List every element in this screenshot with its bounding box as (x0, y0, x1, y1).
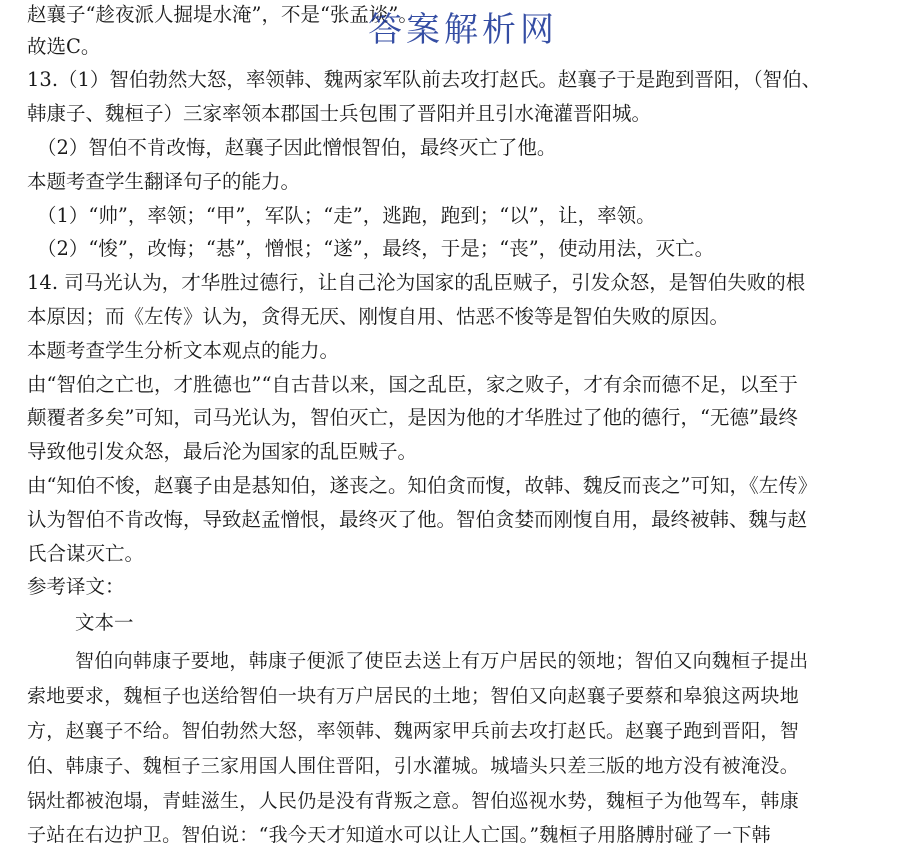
q14-analysis-2-cont: 认为智伯不肯改悔，导致赵孟憎恨，最终灭了他。智伯贪婪而刚愎自用，最终被韩、魏与赵 (27, 508, 808, 531)
q14-analysis-2-end: 氏合谋灭亡。 (27, 542, 145, 565)
translation-line-3: 方，赵襄子不给。智伯勃然大怒，率领韩、魏两家甲兵前去攻打赵氏。赵襄子跑到晋阳，智 (27, 720, 800, 742)
q14-analysis-2: 由“知伯不悛，赵襄子由是惎知伯，遂丧之。知伯贪而愎，故韩、魏反而丧之”可知，《左传》 (27, 474, 818, 497)
q14-analysis-1-cont: 颠覆者多矣”可知，司马光认为，智伯灭亡，是因为他的才华胜过了他的德行，“无德”最终 (27, 406, 798, 429)
q13-analysis-title: 本题考查学生翻译句子的能力。 (27, 170, 301, 193)
translation-line-6: 子站在右边护卫。智伯说：“我今天才知道水可以让人亡国。”魏桓子用胳膊肘碰了一下韩 (27, 824, 771, 846)
q14-analysis-1-end: 导致他引发众怒，最后沦为国家的乱臣贼子。 (27, 440, 418, 463)
q14-answer-cont: 本原因；而《左传》认为，贪得无厌、刚愎自用、怙恶不悛等是智伯失败的原因。 (27, 305, 730, 328)
q13-answer-2: （2）智伯不肯改悔，赵襄子因此憎恨智伯，最终灭亡了他。 (37, 136, 557, 159)
q13-answer-1: 13.（1）智伯勃然大怒，率领韩、魏两家军队前去攻打赵氏。赵襄子于是跑到晋阳，（智伯、 (27, 68, 822, 91)
text-line-1: 赵襄子“趁夜派人掘堤水淹”，不是“张孟谈”。 (27, 3, 418, 26)
text-one-heading: 文本一 (75, 611, 134, 634)
q13-analysis-2: （2）“悛”，改悔；“惎”，憎恨；“遂”，最终，于是；“丧”，使动用法，灭亡。 (37, 237, 715, 260)
q14-answer: 14. 司马光认为，才华胜过德行，让自己沦为国家的乱臣贼子，引发众怒，是智伯失败的根 (27, 271, 806, 294)
translation-line-5: 锅灶都被泡塌，青蛙滋生，人民仍是没有背叛之意。智伯巡视水势，魏桓子为他驾车，韩康 (27, 790, 800, 812)
watermark-text: 答案解析网 (368, 10, 558, 50)
translation-line-4: 伯、韩康子、魏桓子三家用国人围住晋阳，引水灌城。城墙头只差三版的地方没有被淹没。 (27, 755, 800, 777)
translation-heading: 参考译文： (27, 575, 125, 598)
q14-analysis-1: 由“智伯之亡也，才胜德也”“自古昔以来，国之乱臣，家之败子，才有余而德不足，以至于 (27, 373, 798, 396)
q13-answer-1-cont: 韩康子、魏桓子）三家率领本郡国士兵包围了晋阳并且引水淹灌晋阳城。 (27, 102, 652, 125)
translation-line-1: 智伯向韩康子要地，韩康子便派了使臣去送上有万户居民的领地；智伯又向魏桓子提出 (75, 650, 809, 672)
q14-analysis-title: 本题考查学生分析文本观点的能力。 (27, 339, 340, 362)
translation-line-2: 索地要求，魏桓子也送给智伯一块有万户居民的土地；智伯又向赵襄子要蔡和皋狼这两块地 (27, 685, 800, 707)
text-line-2: 故选C。 (27, 35, 101, 58)
q13-analysis-1: （1）“帅”，率领；“甲”，军队；“走”，逃跑，跑到；“以”，让，率领。 (37, 204, 656, 227)
